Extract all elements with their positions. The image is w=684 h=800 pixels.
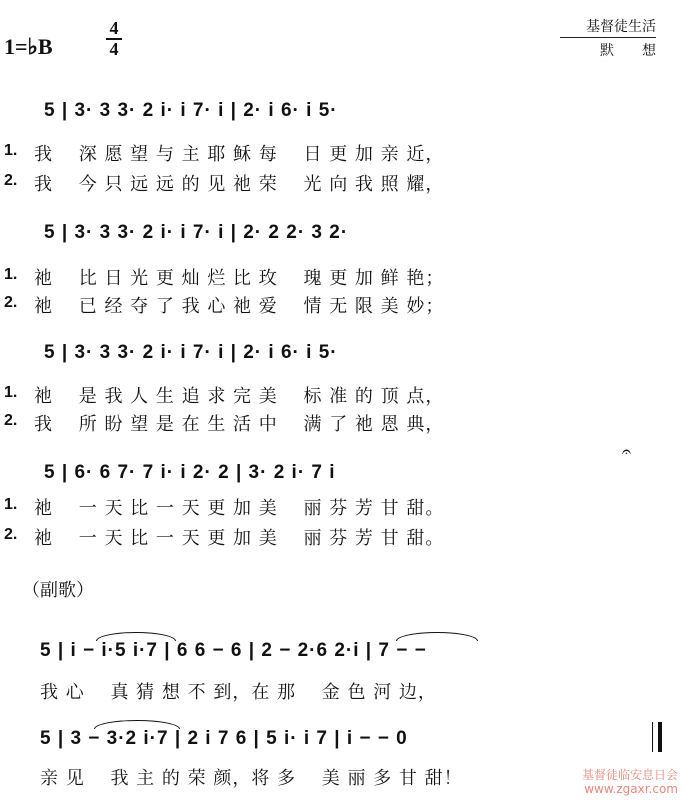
notation-line: 5 | 3· 3 3· 2 i· i 7· i | 2· 2 2· 3 2· (44, 222, 349, 243)
verse-number: 2. (4, 526, 18, 543)
notation-line: 5 | 3· 3 3· 2 i· i 7· i | 2· i 6· i 5· (44, 100, 338, 121)
credit-source: 基督徒生活 (586, 19, 656, 35)
lyric-line: 我 今 只 远 远 的 见 祂 荣 光 向 我 照 耀， (34, 174, 445, 195)
lyric-line: 我 心 真 猜 想 不 到，在 那 金 色 河 边， (40, 682, 437, 703)
verse-number: 1. (4, 142, 18, 159)
credit-divider (560, 37, 656, 38)
key-signature: 1=♭B (4, 34, 53, 59)
verse-number: 2. (4, 172, 18, 189)
fermata-icon: 𝄐 (622, 442, 631, 461)
credit-author: 默 想 (600, 43, 656, 59)
notation-line: 5 | 3 − 3·2 i·7 | 2 i 7 6 | 5 i· i 7 | i − − 0 (40, 728, 408, 749)
final-barline-thin (652, 722, 653, 752)
lyric-line: 祂 是 我 人 生 追 求 完 美 标 准 的 顶 点， (34, 386, 445, 407)
notation-line: 5 | 3· 3 3· 2 i· i 7· i | 2· i 6· i 5· (44, 342, 338, 363)
time-signature (104, 20, 124, 58)
notation-line: 5 | 6· 6 7· 7 i· i 2· 2 | 3· 2 i· 7 i (44, 462, 336, 483)
verse-number: 1. (4, 384, 18, 401)
time-signature-bottom: 4 (109, 39, 119, 59)
lyric-line: 祂 一 天 比 一 天 更 加 美 丽 芬 芳 甘 甜。 (34, 528, 445, 549)
watermark (582, 768, 678, 796)
lyric-line: 祂 一 天 比 一 天 更 加 美 丽 芬 芳 甘 甜。 (34, 498, 445, 519)
time-signature-top: 4 (109, 18, 119, 38)
lyric-line: 祂 已 经 夺 了 我 心 祂 爱 情 无 限 美 妙； (34, 296, 445, 317)
verse-number: 2. (4, 294, 18, 311)
notation-line: 5 | i − i·5 i·7 | 6 6 − 6 | 2 − 2·6 2·i | 7 − − (40, 640, 427, 661)
verse-number: 1. (4, 496, 18, 513)
lyric-line: 亲 见 我 主 的 荣 颜，将 多 美 丽 多 甘 甜！ (40, 768, 463, 789)
chorus-label: （副歌） (22, 580, 94, 601)
lyric-line: 祂 比 日 光 更 灿 烂 比 玫 瑰 更 加 鲜 艳； (34, 268, 445, 289)
final-barline-thick (658, 722, 662, 752)
verse-number: 2. (4, 412, 18, 429)
watermark-line: 基督徒临安息日会 (581, 768, 678, 782)
lyric-line: 我 深 愿 望 与 主 耶 稣 每 日 更 加 亲 近， (34, 144, 445, 165)
watermark-url: www.zgaxr.com (584, 782, 678, 796)
verse-number: 1. (4, 266, 18, 283)
lyric-line: 我 所 盼 望 是 在 生 活 中 满 了 祂 恩 典， (34, 414, 445, 435)
